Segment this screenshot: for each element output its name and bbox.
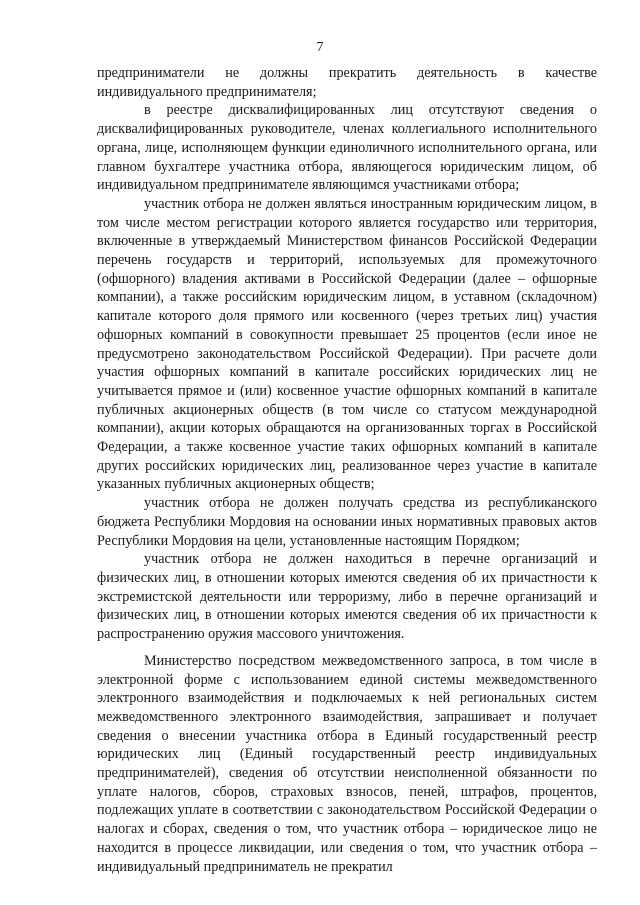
paragraph-republican-budget: участник отбора не должен получать средства из республиканского бюджета Республики Мордовия на основании иных нормативных правовых актов Республики Мордовия на цели, установленные настоящим Порядком;: [97, 495, 597, 549]
paragraph-disqualified-registry: в реестре дисквалифицированных лиц отсутствуют сведения о дисквалифицированных руководителе, членах коллегиального исполнительного органа, лице, исполняющем функции единоличного исполнительного органа, или главном бухгалтере участника отбора, являющегося юридическим лицом, об индивидуальном предпринимателе являющимся участниками отбора;: [97, 102, 597, 194]
page-number: 7: [316, 40, 324, 55]
paragraph-extremism-list: участник отбора не должен находиться в перечне организаций и физических лиц, в отношении которых имеются сведения об их причастности к экстремистской деятельности или терроризму, либо в перечне организаций и физических лиц, в отношении которых имеются сведения об их причастности к распространению оружия массового уничтожения.: [97, 551, 597, 643]
paragraph-ministry-request: Министерство посредством межведомственного запроса, в том числе в электронной форме с использованием единой системы межведомственного электронного взаимодействия и подключаемых к ней региональных систем межведомственного электронного взаимодействия, запрашивает и получает сведения о внесении участника отбора в Единый государственный реестр юридических лиц (Единый государственный реестр индивидуальных предпринимателей), сведения об отсутствии неисполненной обязанности по уплате налогов, сборов, страховых взносов, пеней, штрафов, процентов, подлежащих уплате в соответствии с законодательством Российской Федерации о налогах и сборах, сведения о том, что участник отбора – юридическое лицо не находится в процессе ликвидации, или сведения о том, что участник отбора – индивидуальный предприниматель не прекратил: [97, 652, 597, 875]
document-body: [97, 64, 597, 876]
paragraph-continuation: предприниматели не должны прекратить деятельность в качестве индивидуального предпринимателя;: [97, 65, 597, 100]
paragraph-offshore-companies: участник отбора не должен являться иностранным юридическим лицом, в том числе местом регистрации которого является государство или территория, включенные в утверждаемый Министерством финансов Российской Федерации перечень государств и территорий, используемых для промежуточного (офшорного) владения активами в Российской Федерации (далее – офшорные компании), а также российским юридическим лицом, в уставном (складочном) капитале которого доля прямого или косвенного (через третьих лиц) участия офшорных компаний в совокупности превышает 25 процентов (если иное не предусмотрено законодательством Российской Федерации). При расчете доли участия офшорных компаний в капитале российских юридических лиц не учитывается прямое и (или) косвенное участие офшорных компаний в капитале публичных акционерных обществ (в том числе со статусом международной компании), акции которых обращаются на организованных торгах в Российской Федерации, а также косвенное участие таких офшорных компаний в капитале других российских юридических лиц, реализованное через участие в капитале указанных публичных акционерных обществ;: [97, 195, 597, 493]
